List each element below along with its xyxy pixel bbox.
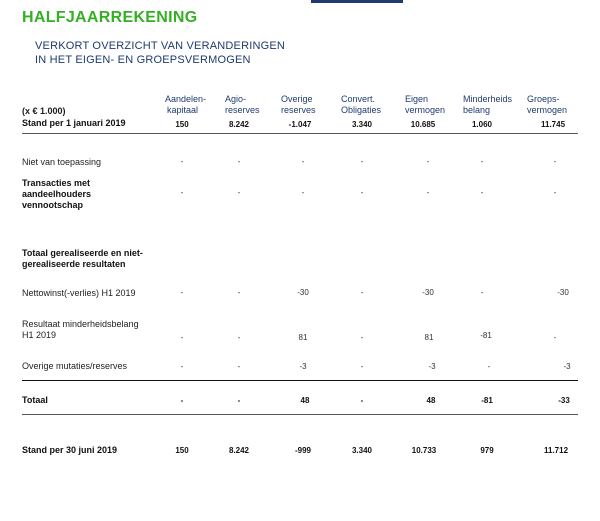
table-cell: 1.060 <box>471 120 493 129</box>
row-label-totaal: Totaal <box>22 395 48 405</box>
col-header-eigen-vermogen: Eigen vermogen <box>405 94 446 115</box>
table-cell: 11.745 <box>540 120 566 129</box>
table-cell: 8.242 <box>228 120 250 129</box>
table-cell: - <box>301 188 305 197</box>
table-cell: - <box>237 333 241 342</box>
table-cell: - <box>301 157 305 166</box>
col-header-minderheidsbelang: Minderheids belang <box>463 94 513 115</box>
table-cell: - <box>237 288 241 297</box>
table-cell: - <box>180 333 184 342</box>
table-cell: - <box>480 188 484 197</box>
table-cell: -3 <box>563 362 571 371</box>
table-cell: 10.733 <box>411 446 437 455</box>
table-cell: 48 <box>426 396 436 405</box>
table-cell: - <box>237 362 241 371</box>
table-cell: - <box>180 396 184 405</box>
table-cell: - <box>553 188 557 197</box>
col-header-convert-obligaties: Convert. Obligaties <box>341 94 382 115</box>
unit-label: (x € 1.000) <box>22 106 66 116</box>
row-label-stand-eind: Stand per 30 juni 2019 <box>22 445 118 455</box>
col-header-aandelenkapitaal: Aandelen- kapitaal <box>165 94 207 115</box>
table-cell: - <box>360 396 364 405</box>
table-cell: - <box>553 157 557 166</box>
divider-totaal <box>22 380 578 381</box>
table-cell: 10.685 <box>410 120 436 129</box>
divider-eind <box>22 414 578 415</box>
subtitle-line-2: IN HET EIGEN- EN GROEPSVERMOGEN <box>35 54 251 66</box>
table-cell: - <box>480 157 484 166</box>
table-cell: - <box>426 188 430 197</box>
table-cell: - <box>480 288 484 297</box>
subtitle-line-1: VERKORT OVERZICHT VAN VERANDERINGEN <box>35 40 286 52</box>
table-cell: 150 <box>175 446 189 455</box>
table-cell: -999 <box>294 446 311 455</box>
table-cell: - <box>360 157 364 166</box>
table-cell: 150 <box>175 120 189 129</box>
table-cell: 3.340 <box>351 120 373 129</box>
table-cell: - <box>180 288 184 297</box>
table-cell: -1.047 <box>288 120 312 129</box>
row-label-resultaat-minderheidsbelang: Resultaat minderheidsbelang H1 2019 <box>22 319 139 340</box>
table-cell: - <box>360 288 364 297</box>
table-cell: - <box>237 157 241 166</box>
table-cell: - <box>237 396 241 405</box>
table-cell: - <box>180 362 184 371</box>
top-accent-bar <box>311 0 403 3</box>
table-cell: - <box>180 188 184 197</box>
row-label-niet-van-toepassing: Niet van toepassing <box>22 157 102 167</box>
table-cell: -33 <box>558 396 570 405</box>
row-label-overige-mutaties: Overige mutaties/reserves <box>22 361 128 371</box>
section-heading-resultaten: Totaal gerealiseerde en niet- gerealiseerde resultaten <box>22 248 143 269</box>
table-cell: 979 <box>480 446 494 455</box>
col-header-overige-reserves: Overige reserves <box>281 94 316 115</box>
row-label-nettowinst: Nettowinst(-verlies) H1 2019 <box>22 288 136 298</box>
table-cell: - <box>237 188 241 197</box>
table-cell: - <box>360 333 364 342</box>
table-cell: -30 <box>557 288 569 297</box>
table-cell: 48 <box>300 396 310 405</box>
table-cell: 8.242 <box>228 446 250 455</box>
table-cell: 81 <box>298 333 308 342</box>
table-cell: - <box>426 157 430 166</box>
table-cell: 3.340 <box>351 446 373 455</box>
divider-header <box>22 133 578 134</box>
table-cell: - <box>360 362 364 371</box>
col-header-groepsvermogen: Groeps- vermogen <box>527 94 568 115</box>
table-cell: - <box>360 188 364 197</box>
col-header-agioreserves: Agio- reserves <box>225 94 260 115</box>
table-cell: -30 <box>297 288 309 297</box>
page-title: HALFJAARREKENING <box>22 9 198 26</box>
row-label-stand-begin: Stand per 1 januari 2019 <box>22 118 126 128</box>
table-cell: -81 <box>480 331 492 340</box>
table-cell: - <box>180 157 184 166</box>
table-cell: - <box>553 333 557 342</box>
table-cell: -3 <box>299 362 307 371</box>
table-cell: - <box>487 362 491 371</box>
table-cell: 81 <box>424 333 434 342</box>
table-cell: -30 <box>422 288 434 297</box>
row-label-transacties: Transacties met aandeelhouders vennootschap <box>22 178 92 210</box>
table-cell: -3 <box>428 362 436 371</box>
table-cell: -81 <box>481 396 493 405</box>
table-cell: 11.712 <box>543 446 569 455</box>
